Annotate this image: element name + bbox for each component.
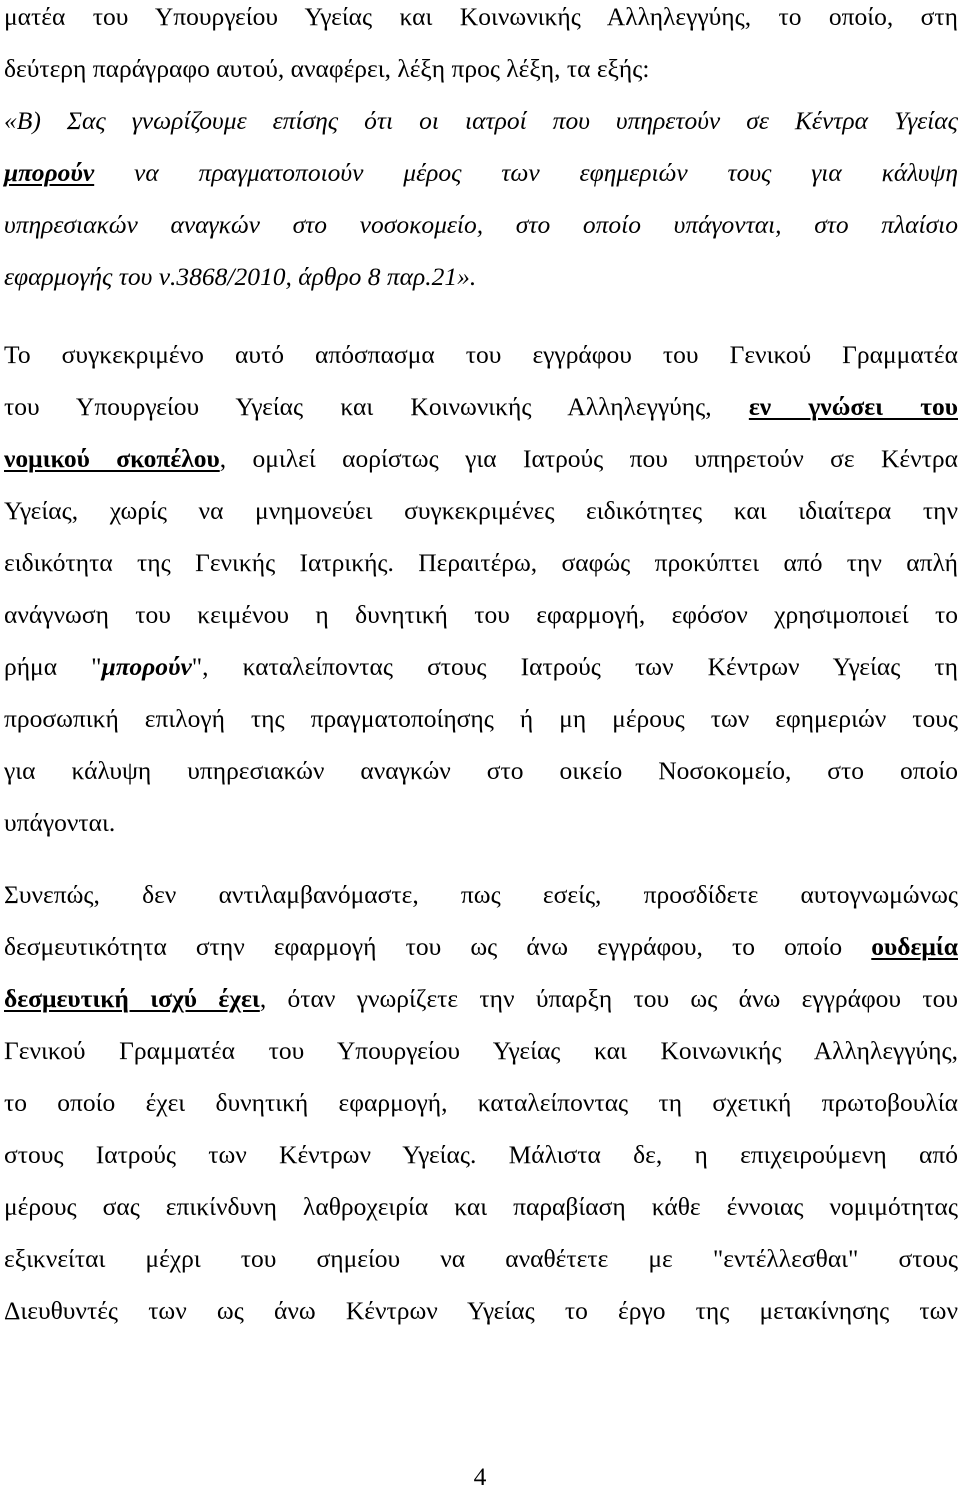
text-line (4, 547, 958, 579)
quote-line (4, 209, 958, 241)
text-run: , ομιλεί αορίστως για Ιατρούς που υπηρετούν σε Κέντρα (219, 444, 958, 473)
text-run: εξικνείται μέχρι του σημείου να αναθέτετε με "εντέλλεσθαι" στους (4, 1244, 958, 1273)
text-run: Υγείας, χωρίς να μνημονεύει συγκεκριμένες ειδικότητες και ιδιαίτερα την (4, 496, 958, 525)
emphasized-text: ουδεμία (871, 932, 958, 961)
text-line (4, 599, 958, 631)
text-run: να πραγματοποιούν μέρος των εφημεριών τους για κάλυψη (94, 158, 958, 187)
text-line (4, 931, 958, 963)
emphasized-text: νομικού σκοπέλου (4, 444, 220, 473)
text-run: , όταν γνωρίζετε την ύπαρξη του ως άνω εγγράφου του (259, 984, 959, 1013)
text-line (4, 53, 958, 85)
text-run: Γενικού Γραμματέα του Υπουργείου Υγείας και Κοινωνικής Αλληλεγγύης, (4, 1036, 958, 1065)
text-line (4, 443, 958, 475)
text-run: εφαρμογής του ν.3868/2010, άρθρο 8 παρ.21». (4, 262, 477, 291)
text-run: υπάγονται. (4, 808, 116, 837)
emphasized-text: εν γνώσει του (748, 392, 958, 421)
text-line (4, 339, 958, 371)
text-line (4, 391, 958, 423)
text-line (4, 1035, 958, 1067)
quote-line (4, 105, 958, 137)
text-run: ρήμα " (4, 652, 102, 681)
emphasized-text: μπορούν (4, 158, 95, 187)
quote-line (4, 157, 958, 189)
text-line (4, 1139, 958, 1171)
text-run: μέρους σας επικίνδυνη λαθροχειρία και παραβίαση κάθε έννοιας νομιμότητας (4, 1192, 958, 1221)
text-run: δεύτερη παράγραφο αυτού, αναφέρει, λέξη προς λέξη, τα εξής: (4, 54, 650, 83)
text-run: του Υπουργείου Υγείας και Κοινωνικής Αλληλεγγύης, (4, 392, 749, 421)
text-run: ", καταλείποντας στους Ιατρούς των Κέντρων Υγείας τη (191, 652, 958, 681)
text-run: Διευθυντές των ως άνω Κέντρων Υγείας το έργο της μετακίνησης των (4, 1296, 958, 1325)
text-run: «Β) Σας γνωρίζουμε επίσης ότι οι ιατροί που υπηρετούν σε Κέντρα Υγείας (4, 106, 958, 135)
text-line (4, 1295, 958, 1327)
text-line (4, 703, 958, 735)
text-line (4, 1243, 958, 1275)
text-line (4, 651, 958, 683)
emphasized-text: δεσμευτική ισχύ έχει (4, 984, 260, 1013)
text-run: Το συγκεκριμένο αυτό απόσπασμα του εγγράφου του Γενικού Γραμματέα (4, 340, 958, 369)
text-line (4, 1, 958, 33)
text-line (4, 495, 958, 527)
text-run: ανάγνωση του κειμένου η δυνητική του εφαρμογή, εφόσον χρησιμοποιεί το (4, 600, 958, 629)
text-run: Συνεπώς, δεν αντιλαμβανόμαστε, πως εσείς, προσδίδετε αυτογνωμώνως (4, 880, 958, 909)
text-run: το οποίο έχει δυνητική εφαρμογή, καταλείποντας τη σχετική πρωτοβουλία (4, 1088, 958, 1117)
text-line (4, 755, 958, 787)
text-line (4, 879, 958, 911)
emphasized-text: μπορούν (101, 652, 192, 681)
text-line (4, 1191, 958, 1223)
text-line (4, 983, 958, 1015)
text-run: για κάλυψη υπηρεσιακών αναγκών στο οικείο Νοσοκομείο, στο οποίο (4, 756, 958, 785)
text-run: υπηρεσιακών αναγκών στο νοσοκομείο, στο οποίο υπάγονται, στο πλαίσιο (4, 210, 958, 239)
text-run: δεσμευτικότητα στην εφαρμογή του ως άνω εγγράφου, το οποίο (4, 932, 872, 961)
text-line (4, 1087, 958, 1119)
text-line (4, 807, 958, 839)
text-run: ειδικότητα της Γενικής Ιατρικής. Περαιτέρω, σαφώς προκύπτει από την απλή (4, 548, 958, 577)
text-run: ματέα του Υπουργείου Υγείας και Κοινωνικής Αλληλεγγύης, το οποίο, στη (4, 2, 958, 31)
page-number: 4 (473, 1462, 487, 1491)
text-run: προσωπική επιλογή της πραγματοποίησης ή μη μέρους των εφημεριών τους (4, 704, 958, 733)
quote-line (4, 261, 958, 293)
text-run: στους Ιατρούς των Κέντρων Υγείας. Μάλιστα δε, η επιχειρούμενη από (4, 1140, 958, 1169)
